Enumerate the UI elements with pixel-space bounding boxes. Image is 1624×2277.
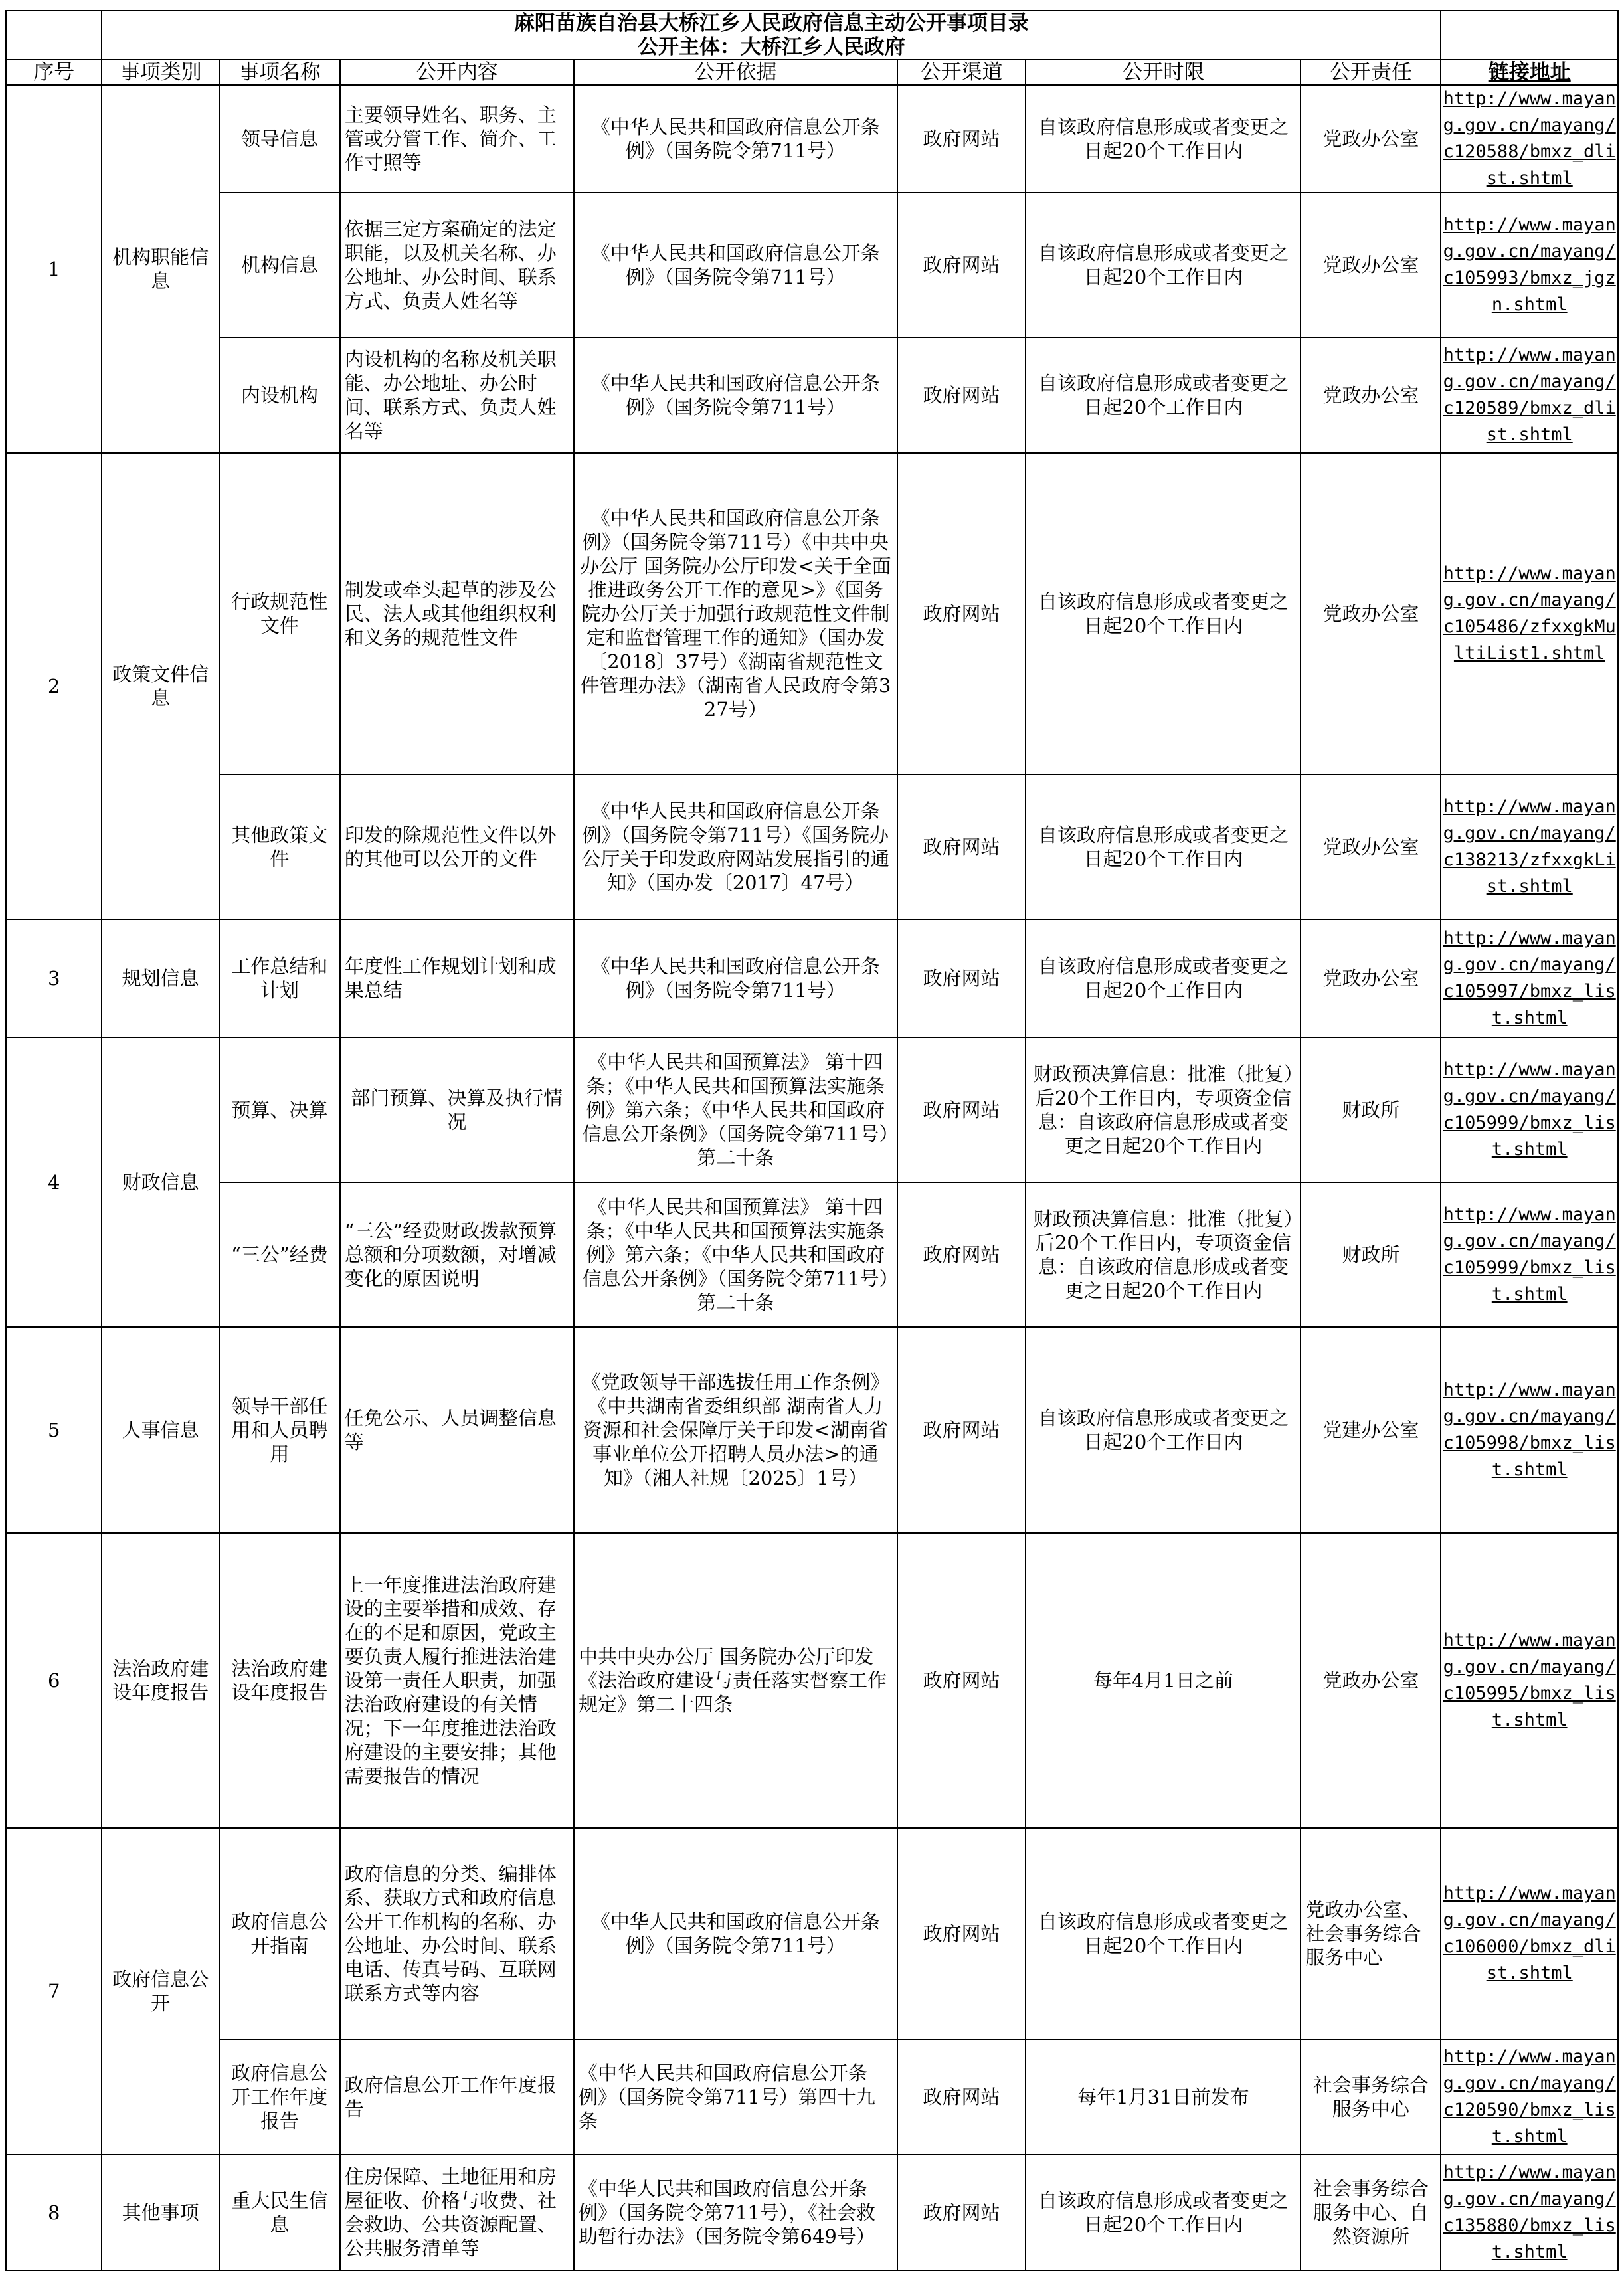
row-responsibility: 党政办公室 bbox=[1301, 85, 1441, 193]
table-row bbox=[6, 2155, 1618, 2270]
row-item-name: 法治政府建设年度报告 bbox=[219, 1533, 340, 1828]
row-link[interactable]: http://www.mayang.gov.cn/mayang/c106000/bmxz_dlist.shtml bbox=[1441, 1828, 1618, 2039]
row-basis: 《中华人民共和国政府信息公开条例》（国务院令第711号） bbox=[574, 193, 897, 337]
row-basis: 中共中央办公厅 国务院办公厅印发《法治政府建设与责任落实督察工作规定》第二十四条 bbox=[574, 1533, 897, 1828]
row-responsibility: 党政办公室 bbox=[1301, 1533, 1441, 1828]
row-basis: 《中华人民共和国政府信息公开条例》（国务院令第711号） bbox=[574, 1828, 897, 2039]
row-link[interactable]: http://www.mayang.gov.cn/mayang/c120589/bmxz_dlist.shtml bbox=[1441, 337, 1618, 453]
row-channel: 政府网站 bbox=[897, 85, 1026, 193]
row-time-limit: 自该政府信息形成或者变更之日起20个工作日内 bbox=[1026, 1828, 1301, 2039]
row-category: 规划信息 bbox=[102, 919, 219, 1038]
table-row bbox=[6, 453, 1618, 774]
row-no: 8 bbox=[6, 2155, 102, 2270]
row-link[interactable]: http://www.mayang.gov.cn/mayang/c138213/zfxxgkList.shtml bbox=[1441, 774, 1618, 919]
row-link[interactable]: http://www.mayang.gov.cn/mayang/c105486/zfxxgkMultiList1.shtml bbox=[1441, 453, 1618, 774]
row-time-limit: 自该政府信息形成或者变更之日起20个工作日内 bbox=[1026, 337, 1301, 453]
table-row bbox=[6, 1533, 1618, 1828]
row-link[interactable]: http://www.mayang.gov.cn/mayang/c135880/bmxz_list.shtml bbox=[1441, 2155, 1618, 2270]
row-item-name: 领导干部任用和人员聘用 bbox=[219, 1327, 340, 1533]
table-row bbox=[6, 1828, 1618, 2039]
row-category: 法治政府建设年度报告 bbox=[102, 1533, 219, 1828]
row-time-limit: 自该政府信息形成或者变更之日起20个工作日内 bbox=[1026, 453, 1301, 774]
row-content: 政府信息的分类、编排体系、获取方式和政府信息公开工作机构的名称、办公地址、办公时间、联系电话、传真号码、互联网联系方式等内容 bbox=[340, 1828, 574, 2039]
table-row bbox=[6, 919, 1618, 1038]
row-item-name: 领导信息 bbox=[219, 85, 340, 193]
page-subtitle: 公开主体：大桥江乡人民政府 bbox=[102, 35, 1441, 60]
row-basis: 《中华人民共和国政府信息公开条例》（国务院令第711号） bbox=[574, 85, 897, 193]
row-basis: 《中华人民共和国政府信息公开条例》（国务院令第711号）第四十九条 bbox=[574, 2039, 897, 2155]
row-time-limit: 自该政府信息形成或者变更之日起20个工作日内 bbox=[1026, 774, 1301, 919]
row-time-limit: 财政预决算信息：批准（批复）后20个工作日内，专项资金信息：自该政府信息形成或者变更之日起20个工作日内 bbox=[1026, 1038, 1301, 1182]
row-item-name: 机构信息 bbox=[219, 193, 340, 337]
row-basis: 《中华人民共和国政府信息公开条例》（国务院令第711号），《社会救助暂行办法》（国务院令第649号） bbox=[574, 2155, 897, 2270]
row-channel: 政府网站 bbox=[897, 1327, 1026, 1533]
table-row bbox=[6, 1182, 1618, 1327]
table-row bbox=[6, 2039, 1618, 2155]
row-channel: 政府网站 bbox=[897, 337, 1026, 453]
row-link[interactable]: http://www.mayang.gov.cn/mayang/c105998/bmxz_list.shtml bbox=[1441, 1327, 1618, 1533]
row-no: 2 bbox=[6, 453, 102, 919]
row-link[interactable]: http://www.mayang.gov.cn/mayang/c105995/bmxz_list.shtml bbox=[1441, 1533, 1618, 1828]
row-item-name: 政府信息公开指南 bbox=[219, 1828, 340, 2039]
table-row bbox=[6, 85, 1618, 193]
row-item-name: 重大民生信息 bbox=[219, 2155, 340, 2270]
row-link[interactable]: http://www.mayang.gov.cn/mayang/c120588/bmxz_dlist.shtml bbox=[1441, 85, 1618, 193]
row-time-limit: 每年1月31日前发布 bbox=[1026, 2039, 1301, 2155]
row-content: “三公”经费财政拨款预算总额和分项数额，对增减变化的原因说明 bbox=[340, 1182, 574, 1327]
row-channel: 政府网站 bbox=[897, 1182, 1026, 1327]
row-basis: 《中华人民共和国政府信息公开条例》（国务院令第711号） bbox=[574, 919, 897, 1038]
row-responsibility: 社会事务综合服务中心、自然资源所 bbox=[1301, 2155, 1441, 2270]
row-basis: 《中华人民共和国预算法》 第十四条；《中华人民共和国预算法实施条例》第六条；《中华人民共和国政府信息公开条例》（国务院令第711号）第二十条 bbox=[574, 1038, 897, 1182]
row-time-limit: 自该政府信息形成或者变更之日起20个工作日内 bbox=[1026, 193, 1301, 337]
row-basis: 《中华人民共和国政府信息公开条例》（国务院令第711号）《中共中央办公厅 国务院办公厅印发<关于全面推进政务公开工作的意见>》《国务院办公厅关于加强行政规范性文件制定和监督管理工作的通知》（国办发〔2018〕37号）《湖南省规范性文件管理办法》（湖南省人民政府令第327号） bbox=[574, 453, 897, 774]
row-channel: 政府网站 bbox=[897, 193, 1026, 337]
row-content: 政府信息公开工作年度报告 bbox=[340, 2039, 574, 2155]
row-time-limit: 自该政府信息形成或者变更之日起20个工作日内 bbox=[1026, 85, 1301, 193]
row-basis: 《中华人民共和国预算法》 第十四条；《中华人民共和国预算法实施条例》第六条；《中华人民共和国政府信息公开条例》（国务院令第711号）第二十条 bbox=[574, 1182, 897, 1327]
row-responsibility: 党政办公室 bbox=[1301, 919, 1441, 1038]
page-title: 麻阳苗族自治县大桥江乡人民政府信息主动公开事项目录 bbox=[102, 11, 1441, 35]
row-no: 3 bbox=[6, 919, 102, 1038]
header-basis: 公开依据 bbox=[574, 60, 897, 85]
table-row bbox=[6, 774, 1618, 919]
row-no: 7 bbox=[6, 1828, 102, 2155]
row-responsibility: 财政所 bbox=[1301, 1038, 1441, 1182]
row-content: 年度性工作规划计划和成果总结 bbox=[340, 919, 574, 1038]
header-category: 事项类别 bbox=[102, 60, 219, 85]
header-content: 公开内容 bbox=[340, 60, 574, 85]
row-basis: 《党政领导干部选拔任用工作条例》《中共湖南省委组织部 湖南省人力资源和社会保障厅关于印发<湖南省事业单位公开招聘人员办法>的通知》（湘人社规〔2025〕1号） bbox=[574, 1327, 897, 1533]
row-time-limit: 财政预决算信息：批准（批复）后20个工作日内，专项资金信息：自该政府信息形成或者变更之日起20个工作日内 bbox=[1026, 1182, 1301, 1327]
row-item-name: 行政规范性文件 bbox=[219, 453, 340, 774]
row-content: 主要领导姓名、职务、主管或分管工作、简介、工作寸照等 bbox=[340, 85, 574, 193]
row-responsibility: 党建办公室 bbox=[1301, 1327, 1441, 1533]
row-item-name: 其他政策文件 bbox=[219, 774, 340, 919]
title-margin-cell bbox=[1441, 11, 1618, 35]
header-row bbox=[6, 60, 1618, 85]
row-responsibility: 党政办公室 bbox=[1301, 774, 1441, 919]
row-item-name: 预算、决算 bbox=[219, 1038, 340, 1182]
row-item-name: 内设机构 bbox=[219, 337, 340, 453]
header-no: 序号 bbox=[6, 60, 102, 85]
row-content: 部门预算、决算及执行情况 bbox=[340, 1038, 574, 1182]
row-responsibility: 社会事务综合服务中心 bbox=[1301, 2039, 1441, 2155]
row-channel: 政府网站 bbox=[897, 2155, 1026, 2270]
row-content: 依据三定方案确定的法定职能，以及机关名称、办公地址、办公时间、联系方式、负责人姓名等 bbox=[340, 193, 574, 337]
row-responsibility: 党政办公室 bbox=[1301, 453, 1441, 774]
row-link[interactable]: http://www.mayang.gov.cn/mayang/c105999/bmxz_list.shtml bbox=[1441, 1182, 1618, 1327]
table-row bbox=[6, 193, 1618, 337]
table-row bbox=[6, 1038, 1618, 1182]
row-content: 上一年度推进法治政府建设的主要举措和成效、存在的不足和原因，党政主要负责人履行推进法治建设第一责任人职责，加强法治政府建设的有关情况；下一年度推进法治政府建设的主要安排；其他需要报告的情况 bbox=[340, 1533, 574, 1828]
row-category: 财政信息 bbox=[102, 1038, 219, 1327]
table-row bbox=[6, 1327, 1618, 1533]
header-link: 链接地址 bbox=[1441, 60, 1618, 85]
row-channel: 政府网站 bbox=[897, 1533, 1026, 1828]
row-no: 5 bbox=[6, 1327, 102, 1533]
title-margin-cell bbox=[6, 11, 102, 35]
row-no: 4 bbox=[6, 1038, 102, 1327]
row-category: 机构职能信息 bbox=[102, 85, 219, 453]
table-row bbox=[6, 337, 1618, 453]
subtitle-margin-cell bbox=[1441, 35, 1618, 60]
row-time-limit: 自该政府信息形成或者变更之日起20个工作日内 bbox=[1026, 2155, 1301, 2270]
header-time-limit: 公开时限 bbox=[1026, 60, 1301, 85]
row-category: 人事信息 bbox=[102, 1327, 219, 1533]
row-channel: 政府网站 bbox=[897, 919, 1026, 1038]
row-basis: 《中华人民共和国政府信息公开条例》（国务院令第711号）《国务院办公厅关于印发政府网站发展指引的通知》（国办发〔2017〕47号） bbox=[574, 774, 897, 919]
row-category: 政策文件信息 bbox=[102, 453, 219, 919]
row-channel: 政府网站 bbox=[897, 1828, 1026, 2039]
row-time-limit: 自该政府信息形成或者变更之日起20个工作日内 bbox=[1026, 919, 1301, 1038]
row-channel: 政府网站 bbox=[897, 453, 1026, 774]
header-responsibility: 公开责任 bbox=[1301, 60, 1441, 85]
row-item-name: 政府信息公开工作年度报告 bbox=[219, 2039, 340, 2155]
disclosure-catalog-table bbox=[5, 10, 1619, 2271]
row-responsibility: 党政办公室 bbox=[1301, 193, 1441, 337]
row-content: 任免公示、人员调整信息等 bbox=[340, 1327, 574, 1533]
row-item-name: 工作总结和计划 bbox=[219, 919, 340, 1038]
row-channel: 政府网站 bbox=[897, 774, 1026, 919]
row-responsibility: 党政办公室 bbox=[1301, 337, 1441, 453]
row-basis: 《中华人民共和国政府信息公开条例》（国务院令第711号） bbox=[574, 337, 897, 453]
row-item-name: “三公”经费 bbox=[219, 1182, 340, 1327]
row-no: 6 bbox=[6, 1533, 102, 1828]
row-link[interactable]: http://www.mayang.gov.cn/mayang/c105993/bmxz_jgzn.shtml bbox=[1441, 193, 1618, 337]
header-item-name: 事项名称 bbox=[219, 60, 340, 85]
row-channel: 政府网站 bbox=[897, 2039, 1026, 2155]
row-link[interactable]: http://www.mayang.gov.cn/mayang/c120590/bmxz_list.shtml bbox=[1441, 2039, 1618, 2155]
row-content: 制发或牵头起草的涉及公民、法人或其他组织权利和义务的规范性文件 bbox=[340, 453, 574, 774]
subtitle-margin-cell bbox=[6, 35, 102, 60]
row-time-limit: 每年4月1日之前 bbox=[1026, 1533, 1301, 1828]
row-channel: 政府网站 bbox=[897, 1038, 1026, 1182]
header-channel: 公开渠道 bbox=[897, 60, 1026, 85]
row-content: 印发的除规范性文件以外的其他可以公开的文件 bbox=[340, 774, 574, 919]
row-time-limit: 自该政府信息形成或者变更之日起20个工作日内 bbox=[1026, 1327, 1301, 1533]
row-link[interactable]: http://www.mayang.gov.cn/mayang/c105997/bmxz_list.shtml bbox=[1441, 919, 1618, 1038]
row-link[interactable]: http://www.mayang.gov.cn/mayang/c105999/bmxz_list.shtml bbox=[1441, 1038, 1618, 1182]
row-no: 1 bbox=[6, 85, 102, 453]
row-content: 内设机构的名称及机关职能、办公地址、办公时间、联系方式、负责人姓名等 bbox=[340, 337, 574, 453]
row-responsibility: 党政办公室、社会事务综合服务中心 bbox=[1301, 1828, 1441, 2039]
row-category: 政府信息公开 bbox=[102, 1828, 219, 2155]
row-content: 住房保障、土地征用和房屋征收、价格与收费、社会救助、公共资源配置、公共服务清单等 bbox=[340, 2155, 574, 2270]
row-category: 其他事项 bbox=[102, 2155, 219, 2270]
row-responsibility: 财政所 bbox=[1301, 1182, 1441, 1327]
